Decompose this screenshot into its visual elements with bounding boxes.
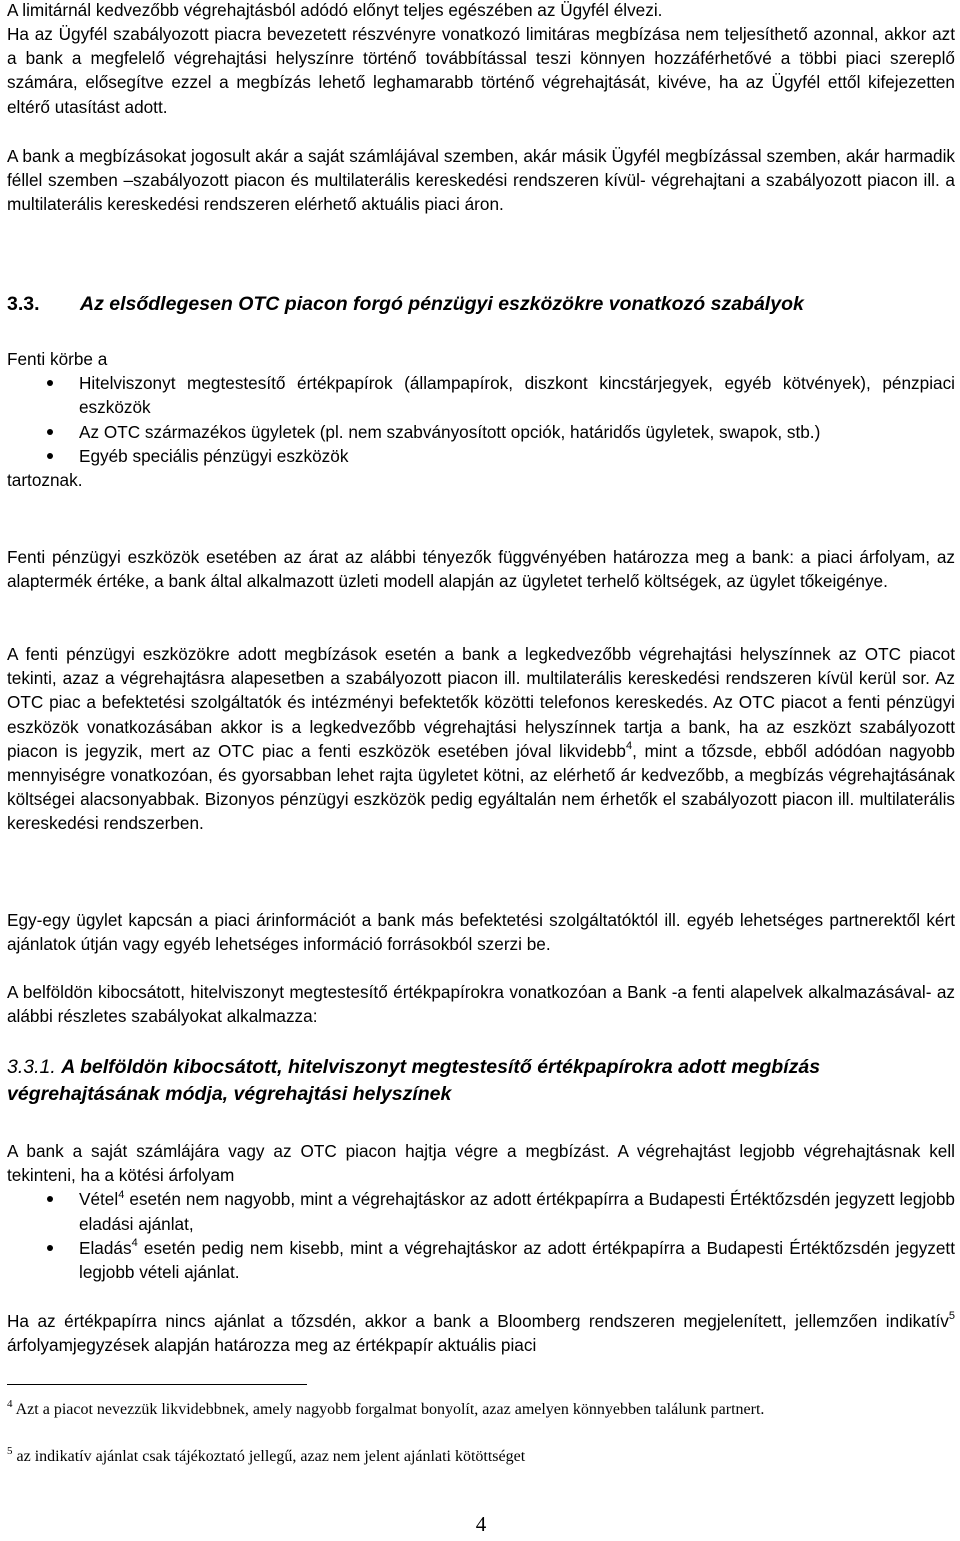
- section-number: 3.3.: [7, 293, 40, 315]
- paragraph-text: A limitárnál kedvezőbb végrehajtásból adódó előnyt teljes egészében az Ügyfél élvezi.: [7, 0, 663, 20]
- instrument-scope: [7, 347, 955, 492]
- section-title: Az elsődlegesen OTC piacon forgó pénzügyi eszközökre vonatkozó szabályok: [80, 293, 804, 315]
- footnote-mark: 5: [7, 1444, 13, 1457]
- paragraph-text: A bank a megbízásokat jogosult akár a saját számlájával szemben, akár másik Ügyfél megbízással szemben, akár harmadik féllel szemben –szabályozott piacon és multilaterális kereskedési rendszeren kívül- végrehajtani a szabályozott piacon ill. a multilaterális kereskedési rendszeren elérhető aktuális piaci áron.: [7, 146, 955, 215]
- paragraph-text: Egy-egy ügylet kapcsán a piaci árinformációt a bank más befektetési szolgáltatóktól ill. egyéb lehetséges partnerektől kért ajánlatok útján vagy egyéb lehetséges információ forrásokból szerzi be.: [7, 910, 955, 955]
- text-span: árfolyamjegyzések alapján határozza meg az értékpapír aktuális piaci: [7, 1335, 537, 1356]
- section-number: 3.3.1.: [7, 1056, 56, 1078]
- paragraph-text: Fenti pénzügyi eszközök esetében az árat az alábbi tényezők függvényében határozza meg a bank: a piaci árfolyam, az alaptermék értéke, a bank által alkalmazott üzleti modell alapján az ügyletet terhelő költségek, az ügylet tőkeigénye.: [7, 547, 955, 592]
- footnote-ref: 4: [625, 740, 633, 753]
- list-item: [7, 444, 955, 468]
- footnote-ref: 4: [118, 1188, 125, 1201]
- list-item-text: Vétel: [79, 1189, 119, 1210]
- list-item-text: Hitelviszonyt megtestesítő értékpapírok (állampapírok, diszkont kincstárjegyek, egyéb kötvények), pénzpiaci eszközök: [79, 373, 955, 418]
- list-item-text: esetén pedig nem kisebb, mint a végrehajtáskor az adott értékpapírra a Budapesti Értéktőzsdén jegyzett legjobb vételi ajánlat.: [79, 1237, 955, 1283]
- scope-outro: tartoznak.: [7, 470, 83, 491]
- section-heading-3-3-1: [7, 1054, 955, 1108]
- list-item-text: Az OTC származékos ügyletek (pl. nem szabványosított opciók, határidős ügyletek, swapok, stb.): [79, 421, 821, 442]
- paragraph-text: Ha az Ügyfél szabályozott piacra bevezetett részvényre vonatkozó limitáras megbízása nem teljesíthető azonnal, akkor azt a bank a megfelelő végrehajtási helyszínre történő továbbítással teszi könnyen hozzáférhetővé a többi piaci szereplő számára, elősegítve ezzel a megbízás lehető leghamarabb történő végrehajtását, kivéve, ha az Ügyfél ettől kifejezetten eltérő utasítást adott.: [7, 24, 955, 117]
- paragraph-text: A bank a saját számlájára vagy az OTC piacon hajtja végre a megbízást. A végrehajtást legjobb végrehajtásnak kell tekinteni, ha a kötési árfolyam: [7, 1141, 955, 1186]
- paragraph-bloomberg: [7, 1309, 955, 1357]
- list-item-text: esetén nem nagyobb, mint a végrehajtáskor az adott értékpapírra a Budapesti Értéktőzsdén jegyzett legjobb eladási ajánlat,: [79, 1189, 955, 1234]
- instrument-list: [7, 371, 955, 468]
- list-item: [7, 371, 955, 419]
- footnote-5: [7, 1445, 955, 1468]
- paragraph-text: [7, 642, 955, 836]
- section-heading-3-3: [7, 291, 955, 317]
- list-item: [7, 420, 955, 444]
- paragraph-limit-advantage: [7, 0, 955, 22]
- paragraph-text: [7, 1309, 955, 1357]
- paragraph-text: A belföldön kibocsátott, hitelviszonyt megtestesítő értékpapírokra vonatkozóan a Bank -a fenti alapelvek alkalmazásával- az alábbi részletes szabályokat alkalmazza:: [7, 982, 955, 1027]
- footnote-4: [7, 1398, 955, 1421]
- list-item: [7, 1187, 955, 1235]
- footnote-mark: 4: [7, 1397, 13, 1410]
- paragraph-domestic-rules: [7, 980, 955, 1028]
- bullet-icon: [47, 429, 53, 435]
- paragraph-otc-venue: [7, 642, 955, 836]
- footnote-ref: 4: [131, 1237, 138, 1250]
- list-item: [7, 1236, 955, 1284]
- paragraph-price-information: [7, 908, 955, 956]
- paragraph-limit-order: [7, 22, 955, 119]
- bullet-icon: [47, 1245, 53, 1251]
- text-span: , mint a tőzsde, ebből adódóan nagyobb mennyiségre vonatkozóan, és gyorsabban lehet rajta ügyletet kötni, az elérhető ár kedvezőbb, a megbízás végrehajtásának költségei alacsonyabbak. Bizonyos pénzügyi eszközök pedig egyáltalán nem érhetők el szabályozott piacon ill. multilaterális kereskedési rendszerben.: [7, 740, 955, 834]
- footnote-text: Azt a piacot nevezzük likvidebbnek, amely nagyobb forgalmat bonyolít, azaz amelyen könnyebben találunk partnert.: [15, 1401, 765, 1418]
- footnote-divider: [7, 1384, 307, 1385]
- scope-intro: Fenti körbe a: [7, 349, 108, 369]
- bullet-icon: [47, 453, 53, 459]
- footnote-ref: 5: [948, 1310, 955, 1323]
- best-execution-list: [7, 1187, 955, 1284]
- list-item-text: Egyéb speciális pénzügyi eszközök: [79, 445, 349, 466]
- text-span: Ha az értékpapírra nincs ajánlat a tőzsdén, akkor a bank a Bloomberg rendszeren megjelenített, jellemzően indikatív: [7, 1311, 949, 1331]
- paragraph-execution-method: [7, 1139, 955, 1284]
- list-item-text: Eladás: [79, 1237, 132, 1258]
- footnote-text: az indikatív ajánlat csak tájékoztató jellegű, azaz nem jelent ajánlati kötöttséget: [16, 1448, 526, 1465]
- page-number: 4: [475, 1512, 487, 1536]
- text-span: A fenti pénzügyi eszközökre adott megbízások esetén a bank a legkedvezőbb végrehajtási helyszínnek az OTC piacot tekinti, azaz a végrehajtásra alapesetben a szabályozott piacon ill. multilaterális kereskedési rendszeren kívül kerül sor. Az OTC piac a befektetési szolgáltatók és intézményi befektetők közötti telefonos kereskedés. Az OTC piacot a fenti pénzügyi eszközök vonatkozásában akkor is a legkedvezőbb végrehajtási helyszínnek tartja a bank, ha az eszközt szabályozott piacon is jegyzik, mert az OTC piac a fenti eszközök esetében jóval likvidebb: [7, 644, 955, 761]
- section-title: A belföldön kibocsátott, hitelviszonyt megtestesítő értékpapírokra adott megbízás végrehajtásának módja, végrehajtási helyszínek: [7, 1056, 821, 1105]
- paragraph-execution-against: [7, 144, 955, 217]
- bullet-icon: [47, 1196, 53, 1202]
- bullet-icon: [47, 380, 53, 386]
- paragraph-pricing: [7, 545, 955, 593]
